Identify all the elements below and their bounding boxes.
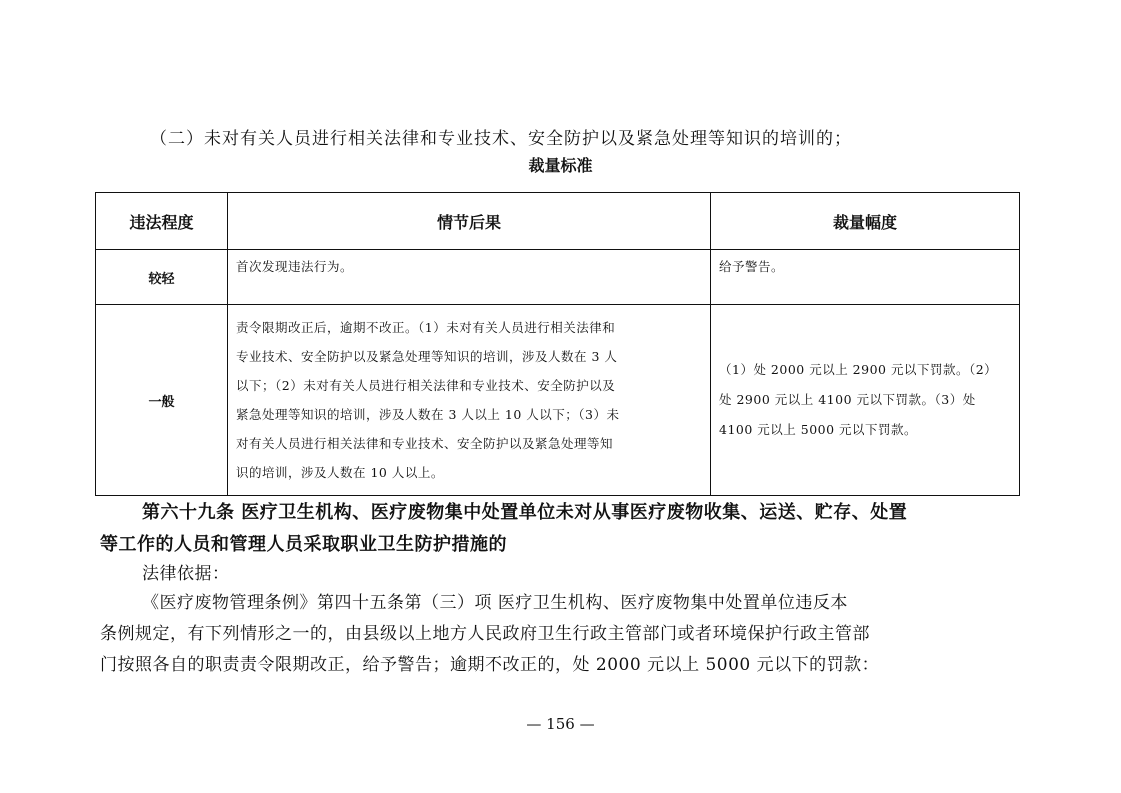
legal-basis-label: 法律依据： [142,564,230,584]
consequence-line: 责令限期改正后，逾期不改正。（1）未对有关人员进行相关法律和 [236,320,616,335]
consequence-line: 专业技术、安全防护以及紧急处理等知识的培训，涉及人数在 3 人 [236,349,618,364]
table-row [96,305,1020,496]
consequence-cell [228,250,711,305]
consequence-line: 以下；（2）未对有关人员进行相关法律和专业技术、安全防护以及 [236,378,616,393]
law-text [100,588,1030,681]
article-line: 第六十九条 医疗卫生机构、医疗废物集中处置单位未对从事医疗废物收集、运送、贮存、处置 [142,502,908,523]
level-cell: 较轻 [96,250,228,305]
penalty-line: 处 2900 元以上 4100 元以下罚款。（3）处 [719,392,976,407]
penalty-line: 4100 元以上 5000 元以下罚款。 [719,422,918,437]
header-penalty-range: 裁量幅度 [711,193,1020,250]
consequence-line: 对有关人员进行相关法律和专业技术、安全防护以及紧急处理等知 [236,436,614,451]
table-title: 裁量标准 [528,156,593,175]
header-violation-degree: 违法程度 [96,193,228,250]
penalty-line: 给予警告。 [719,259,785,274]
discretion-standard-table [95,192,1020,496]
page-number: — 156 — [526,715,595,733]
level-cell: 一般 [96,305,228,496]
consequence-line: 紧急处理等知识的培训，涉及人数在 3 人以上 10 人以下；（3）未 [236,407,620,422]
consequence-cell [228,305,711,496]
article-line: 等工作的人员和管理人员采取职业卫生防护措施的 [100,534,507,555]
table-row [96,250,1020,305]
penalty-line: （1）处 2000 元以上 2900 元以下罚款。（2） [719,362,998,377]
clause-item-text: （二）未对有关人员进行相关法律和专业技术、安全防护以及紧急处理等知识的培训的； [150,129,852,149]
penalty-cell [711,305,1020,496]
consequence-line: 首次发现违法行为。 [236,259,354,274]
law-line: 条例规定，有下列情形之一的，由县级以上地方人民政府卫生行政主管部门或者环境保护行政主管部 [100,624,870,644]
penalty-cell [711,250,1020,305]
consequence-line: 识的培训，涉及人数在 10 人以上。 [236,465,444,480]
law-line: 门按照各自的职责责令限期改正，给予警告；逾期不改正的，处 2000 元以上 5000 元以下的罚款： [100,655,880,675]
header-circumstances: 情节后果 [228,193,711,250]
law-line: 《医疗废物管理条例》第四十五条第（三）项 医疗卫生机构、医疗废物集中处置单位违反本 [142,593,848,613]
table-header-row [96,193,1020,250]
article-heading [100,497,1030,561]
